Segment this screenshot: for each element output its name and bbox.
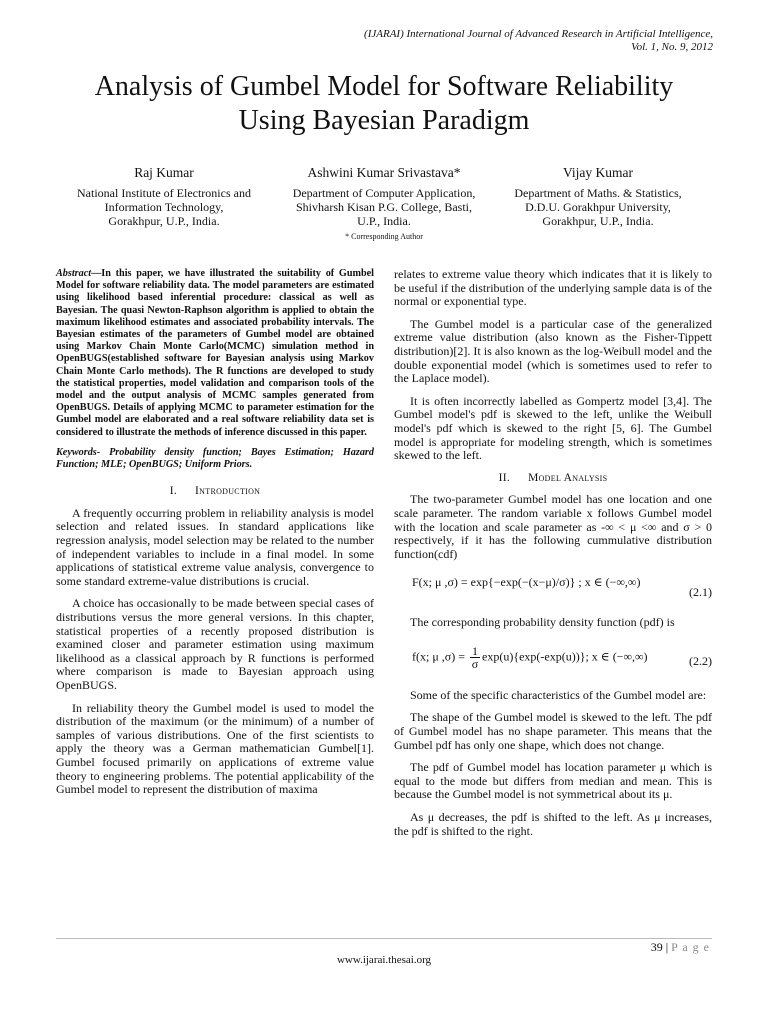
journal-name: (IJARAI) International Journal of Advanced Research in Artificial Intelligence, (364, 28, 713, 40)
equation-2-2 (394, 639, 712, 679)
affiliation-line: Gorakhpur, U.P., India. (542, 214, 654, 228)
title-line-2: Using Bayesian Paradigm (238, 105, 530, 136)
body-paragraph: The Gumbel model is a particular case of the generalized extreme value distribution (also known as the Fisher-Tippett distribution)[2]. It is also known as the log-Weibull model and the double exponential model (which is sometimes used to refer to the Laplace model). (394, 316, 712, 386)
author-1 (54, 166, 274, 228)
author-name: Ashwini Kumar Srivastava* (307, 165, 461, 180)
affiliation-line: Department of Maths. & Statistics, (514, 186, 682, 200)
left-column (56, 268, 374, 806)
author-name: Vijay Kumar (562, 165, 634, 180)
section-number: II. (498, 471, 511, 484)
affiliation-line: Information Technology, (104, 200, 224, 214)
page-number (651, 940, 710, 955)
equation-number: (2.1) (689, 585, 712, 600)
body-paragraph: A frequently occurring problem in reliability analysis is model selection and related issues. In standard applications like regression analysis, model selection may be related to the number of independent variables to include in a final model. In some applications of statistical extreme value analysis, convergence to some standard extreme-value distributions is crucial. (56, 505, 374, 588)
fraction (470, 645, 480, 670)
body-paragraph: A choice has occasionally to be made between special cases of distributions versus the more general versions. In this chapter, statistical properties of a recently proposed distribution is examined closer and parameter estimation using maximum likelihood as a classical approach by R functions is performed where comparison is made to Bayesian approach using OpenBUGS. (56, 596, 374, 692)
body-paragraph: The pdf of Gumbel model has location parameter μ which is equal to the mode but differs from median and mean. This is because the Gumbel model is not symmetrical about its μ. (394, 760, 712, 802)
journal-volume: Vol. 1, No. 9, 2012 (631, 40, 713, 53)
fraction-denominator: σ (471, 656, 479, 671)
corresponding-author-note: * Corresponding Author (345, 232, 423, 241)
page-number-value: 39 (650, 940, 663, 954)
author-name: Raj Kumar (134, 165, 194, 180)
title-line-1: Analysis of Gumbel Model for Software Reliability (94, 71, 674, 102)
equation-2-1 (394, 570, 712, 606)
body-paragraph: As μ decreases, the pdf is shifted to the left. As μ increases, the pdf is shifted to the right. (394, 810, 712, 838)
affiliation-line: U.P., India. (357, 214, 411, 228)
body-paragraph: It is often incorrectly labelled as Gompertz model [3,4]. The Gumbel model's pdf is skewed to the left, unlike the Weibull model's pdf which is skewed to the right [5, 6]. The Gumbel model is appropriate for modeling strength, which is sometimes skewed to the left. (394, 393, 712, 463)
author-3 (478, 166, 718, 228)
paper-title (40, 70, 728, 138)
journal-header (364, 28, 713, 53)
keywords: Keywords- Probability density function; Bayes Estimation; Hazard Function; MLE; OpenBUGS; Uniform Priors. (56, 446, 374, 471)
footer-divider (56, 938, 712, 939)
pdf-rhs: exp(u){exp(-exp(u))}; x ∈ (−∞,∞) (482, 649, 648, 664)
page-separator: | (662, 940, 672, 954)
pdf-expression (412, 645, 648, 670)
affiliation-line: Department of Computer Application, (292, 186, 476, 200)
page-label: P a g e (671, 940, 710, 954)
author-2 (274, 166, 494, 244)
right-column (394, 268, 712, 847)
body-paragraph: In reliability theory the Gumbel model is used to model the distribution of the maximum (or the minimum) of a number of samples of various distributions. One of the first scientists to apply the theory was a German mathematician Gumbel[1]. Gumbel focused primarily on applications of extreme value theory to engineering problems. The potential applicability of the Gumbel model to represent the distribution of maxima (56, 700, 374, 797)
cdf-expression: F(x; μ ,σ) = exp{−exp(−(x−μ)/σ)} ; x ∈ (−∞,∞) (412, 575, 641, 590)
affiliation-line: National Institute of Electronics and (77, 186, 251, 200)
abstract-text: —In this paper, we have illustrated the suitability of Gumbel Model for software reliability data. The model parameters are estimated using likelihood based inferential procedure: classical as well as Bayesian. The quasi Newton-Raphson algorithm is applied to obtain the maximum likelihood estimates and associated probability intervals. The Bayesian estimates of the parameters of Gumbel model are obtained using Markov Chain Monte Carlo(MCMC) simulation method in OpenBUGS(established software for Bayesian analysis using Markov Chain Monte Carlo methods). The R functions are developed to study the statistical properties, model validation and comparison tools of the model and the output analysis of MCMC samples generated from OpenBUGS. Details of applying MCMC to parameter estimation for the Gumbel model are elaborated and a real software reliability data set is considered to illustrate the methods of inference discussed in this paper. (56, 268, 374, 438)
pdf-lhs: f(x; μ ,σ) = (412, 649, 468, 664)
fraction-numerator: 1 (472, 643, 478, 658)
affiliation-line: D.D.U. Gorakhpur University, (525, 200, 671, 214)
section-number: I. (169, 485, 178, 498)
body-paragraph: The shape of the Gumbel model is skewed to the left. The pdf of Gumbel model has no shape parameter. This means that the Gumbel pdf has only one shape, which does not change. (394, 710, 712, 752)
equation-number: (2.2) (689, 653, 712, 668)
affiliation-line: Gorakhpur, U.P., India. (108, 214, 220, 228)
section-title: Introduction (195, 485, 261, 498)
section-heading-introduction (56, 485, 374, 499)
abstract-label: Abstract (56, 268, 92, 279)
section-title: Model Analysis (528, 471, 608, 484)
body-paragraph: The two-parameter Gumbel model has one location and one scale parameter. The random variable x follows Gumbel model with the location and scale parameter as -∞ < μ <∞ and σ > 0 respectively, if it has the following cummulative distribution function(cdf) (394, 492, 712, 561)
abstract (56, 268, 374, 439)
body-paragraph: Some of the specific characteristics of the Gumbel model are: (410, 687, 707, 702)
body-paragraph: relates to extreme value theory which indicates that it is likely to be useful if the distribution of the underlying sample data is of the normal or exponential type. (394, 267, 712, 309)
section-heading-model-analysis (394, 472, 712, 486)
affiliation-line: Shivharsh Kisan P.G. College, Basti, (296, 200, 472, 214)
journal-url[interactable]: www.ijarai.thesai.org (336, 954, 432, 966)
body-paragraph: The corresponding probability density function (pdf) is (410, 615, 675, 630)
